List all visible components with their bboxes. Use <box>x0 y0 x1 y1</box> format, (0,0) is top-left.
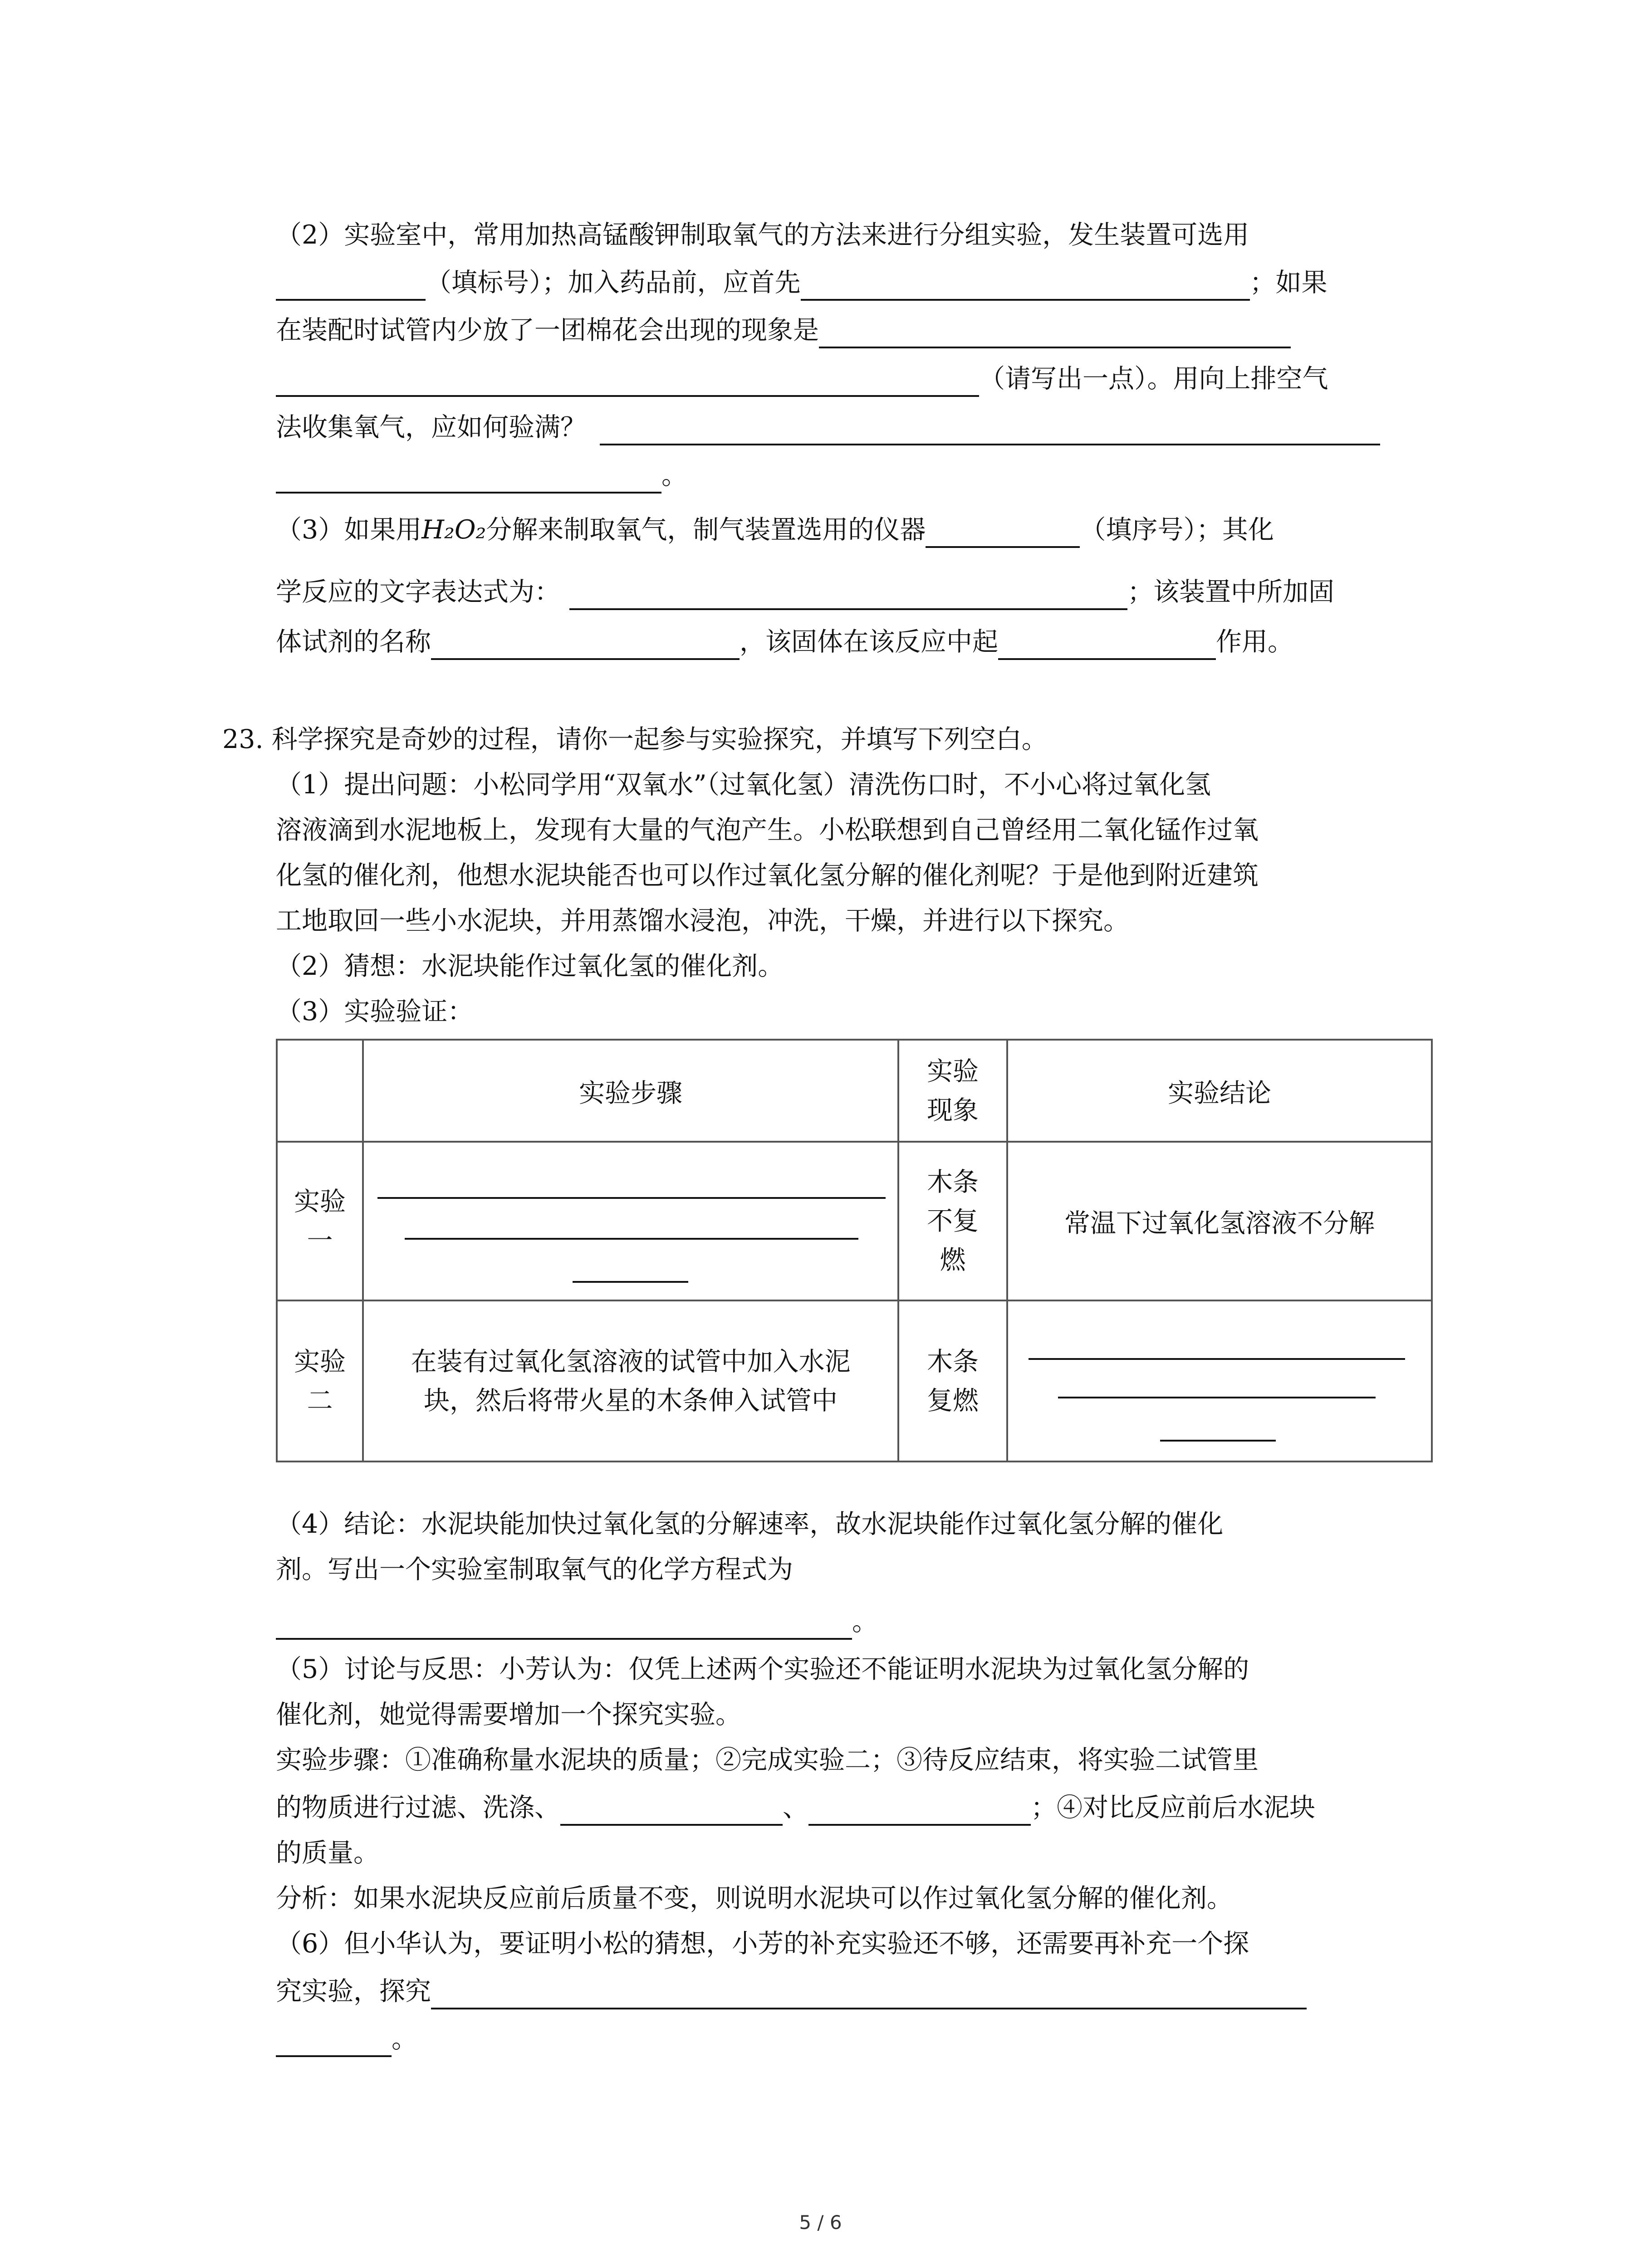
answer-blank[interactable] <box>600 416 1380 445</box>
q23-s5-line6 <box>276 1880 1233 1916</box>
q22-part2-line6 <box>276 457 687 494</box>
exp2-steps: 在装有过氧化氢溶液的试管中加入水泥 块，然后将带火星的木条伸入试管中 <box>363 1300 898 1461</box>
exp2-conclusion-blank[interactable] <box>1007 1300 1432 1461</box>
text: 溶液滴到水泥地板上，发现有大量的气泡产生。小松联想到自己曾经用二氧化锰作过氧 <box>276 815 1259 845</box>
q22-part2-line3 <box>276 312 1291 348</box>
answer-blank[interactable] <box>276 2028 392 2057</box>
answer-blank[interactable] <box>276 272 426 301</box>
q23-s4-line1 <box>276 1506 1223 1542</box>
formula: H₂O₂ <box>421 515 486 545</box>
answer-blank[interactable] <box>998 631 1216 660</box>
row-label-exp1: 实验 一 <box>277 1142 363 1300</box>
q23-s5-line2 <box>276 1696 741 1733</box>
text: 的物质进行过滤、洗涤、 <box>276 1793 560 1823</box>
q23-s5-line3 <box>276 1742 1259 1778</box>
text: （1）提出问题：小松同学用“双氧水”（过氧化氢）清洗伤口时，不小心将过氧化氢 <box>276 770 1211 800</box>
q22-part2-line2 <box>276 264 1327 301</box>
text: 学反应的文字表达式为： <box>276 577 560 607</box>
q23-s5-line5 <box>276 1835 379 1871</box>
text: 。 <box>852 1607 878 1637</box>
text: 分解来制取氧气，制气装置选用的仪器 <box>486 515 926 545</box>
text: 法收集氧气，应如何验满？ <box>276 412 586 442</box>
text: 。 <box>392 2024 417 2054</box>
text: 催化剂，她觉得需要增加一个探究实验。 <box>276 1700 741 1730</box>
header-phenomenon: 实验 现象 <box>898 1040 1007 1142</box>
header-empty-cell <box>277 1040 363 1142</box>
text: （4）结论：水泥块能加快过氧化氢的分解速率，故水泥块能作过氧化氢分解的催化 <box>276 1509 1224 1539</box>
text: （填序号）；其化 <box>1080 515 1274 545</box>
q23-s4-line3 <box>276 1603 878 1640</box>
experiment-table <box>276 1039 1433 1462</box>
text: 剂。写出一个实验室制取氧气的化学方程式为 <box>276 1554 793 1584</box>
text: （请写出一点）。用向上排空气 <box>979 364 1328 394</box>
q23-s1-line1 <box>276 767 1211 803</box>
q22-part3-line1 <box>276 512 1274 548</box>
answer-blank[interactable] <box>926 519 1080 548</box>
table-row <box>277 1142 1432 1300</box>
q23-s5-line4 <box>276 1789 1315 1826</box>
text: 究实验，探究 <box>276 1976 431 2006</box>
answer-blank[interactable] <box>431 631 740 660</box>
answer-blank[interactable] <box>276 1611 852 1640</box>
q23-s6-line2 <box>276 1973 1307 2009</box>
q23-s4-line2 <box>276 1551 793 1588</box>
text: 作用。 <box>1216 627 1293 657</box>
row-label-exp2: 实验 二 <box>277 1300 363 1461</box>
text: 23. 科学探究是奇妙的过程，请你一起参与实验探究，并填写下列空白。 <box>222 724 1048 754</box>
q22-part2-line4 <box>276 361 1328 397</box>
q23-s6-line1 <box>276 1926 1249 1962</box>
text: ；如果 <box>1249 268 1327 298</box>
header-steps: 实验步骤 <box>363 1040 898 1142</box>
text: 的质量。 <box>276 1838 379 1868</box>
q23-s1-line4 <box>276 903 1129 939</box>
exp1-steps-blank[interactable] <box>363 1142 898 1300</box>
text: ；④对比反应前后水泥块 <box>1031 1793 1315 1823</box>
text: 分析：如果水泥块反应前后质量不变，则说明水泥块可以作过氧化氢分解的催化剂。 <box>276 1883 1233 1913</box>
q23-s5-line1 <box>276 1651 1249 1687</box>
text: ，该固体在该反应中起 <box>740 627 998 657</box>
text: 化氢的催化剂，他想水泥块能否也可以作过氧化氢分解的催化剂呢？于是他到附近建筑 <box>276 860 1259 890</box>
q22-part2-line1 <box>276 217 1249 253</box>
text: （3）如果用 <box>276 515 422 545</box>
q22-part3-line2 <box>276 574 1334 610</box>
q23-s2 <box>276 948 784 984</box>
q23-s1-line2 <box>276 812 1259 848</box>
text: （5）讨论与反思：小芳认为：仅凭上述两个实验还不能证明水泥块为过氧化氢分解的 <box>276 1654 1249 1684</box>
answer-blank[interactable] <box>569 581 1127 610</box>
answer-blank[interactable] <box>276 368 979 397</box>
q23-s6-line3 <box>276 2021 417 2057</box>
text: （2）猜想：水泥块能作过氧化氢的催化剂。 <box>276 951 784 981</box>
answer-blank[interactable] <box>819 319 1291 348</box>
header-conclusion: 实验结论 <box>1007 1040 1432 1142</box>
text: （3）实验验证： <box>276 997 474 1026</box>
answer-blank[interactable] <box>560 1797 783 1826</box>
answer-blank[interactable] <box>801 272 1250 301</box>
q22-part2-line5 <box>276 409 1380 445</box>
exp2-phenomenon: 木条 复燃 <box>898 1300 1007 1461</box>
text: （6）但小华认为，要证明小松的猜想，小芳的补充实验还不够，还需要再补充一个探 <box>276 1929 1249 1959</box>
text: 实验步骤：①准确称量水泥块的质量；②完成实验二；③待反应结束，将实验二试管里 <box>276 1745 1259 1775</box>
table-header-row <box>277 1040 1432 1142</box>
text: 、 <box>783 1793 808 1823</box>
q23-intro <box>222 721 1048 758</box>
answer-blank[interactable] <box>276 464 661 494</box>
text: 。 <box>661 460 687 490</box>
answer-blank[interactable] <box>808 1797 1031 1826</box>
exp1-conclusion: 常温下过氧化氢溶液不分解 <box>1007 1142 1432 1300</box>
q22-part3-line3 <box>276 624 1293 660</box>
text: 在装配时试管内少放了一团棉花会出现的现象是 <box>276 315 819 345</box>
table-row <box>277 1300 1432 1461</box>
q23-s1-line3 <box>276 857 1259 894</box>
text: 工地取回一些小水泥块，并用蒸馏水浸泡，冲洗，干燥，并进行以下探究。 <box>276 906 1129 936</box>
text: （填标号）；加入药品前，应首先 <box>426 268 801 298</box>
text: （2）实验室中，常用加热高锰酸钾制取氧气的方法来进行分组实验，发生装置可选用 <box>276 220 1249 250</box>
text: ；该装置中所加固 <box>1127 577 1334 607</box>
exp1-phenomenon: 木条 不复 燃 <box>898 1142 1007 1300</box>
page-number: 5 / 6 <box>799 2211 842 2234</box>
text: 体试剂的名称 <box>276 627 431 657</box>
answer-blank[interactable] <box>431 1980 1307 2009</box>
q23-s3 <box>276 993 473 1030</box>
